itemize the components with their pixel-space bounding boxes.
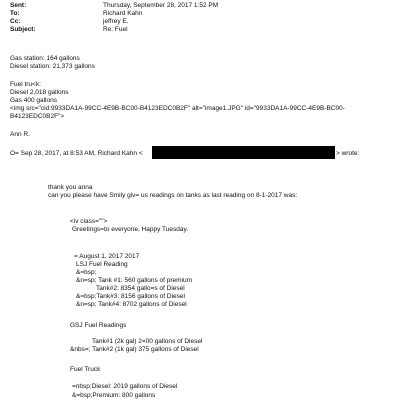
lsj-tank-4: &n=sp; Tank#4: 8702 gallons of Diesel — [76, 301, 187, 308]
cc-label: Cc: — [10, 18, 21, 25]
to-row — [10, 10, 142, 18]
lsj-tank-2: Tank#2: 8354 gallo=s of Diesel — [96, 285, 185, 292]
to-value: Richard Kahn — [103, 10, 143, 17]
lsj-tank-3: &=bsp;Tank#3: 8156 gallons of Diesel — [76, 293, 185, 300]
diesel-station-line: Diesel station: 21,373 gallons — [10, 63, 95, 70]
subject-label: Subject: — [10, 26, 36, 33]
quoted-thank-you: thank you anna — [48, 184, 93, 191]
quoted-div-tag: <iv class=""> — [70, 218, 108, 225]
nbsp-line: &=bsp; — [76, 269, 97, 276]
quoted-request: can you please have Smily giv= us readings on tanks as last reading on 8-1-2017 was: — [48, 192, 298, 199]
fuel-truck-diesel: =nbsp;Diesel: 2019 gallons of Diesel — [72, 383, 178, 390]
quoted-greeting: Greetings=to everyone, Happy Tuesday. — [72, 226, 189, 233]
quote-attribution-suffix: > wrote: — [336, 150, 360, 157]
quote-attribution-prefix: O= Sep 28, 2017, at 8:53 AM, Richard Kahn < — [10, 150, 143, 157]
redaction-bar — [152, 146, 335, 159]
gsj-tank-2: &nbs=; Tank#2 (1k gal) 375 gallons of Diesel — [70, 346, 199, 353]
img-tag-line-1: <img src="cid:9933DA1A-99CC-4E9B-BC00-B4123EDC0B2F" alt="image1.JPG" id="9933DA1A-99CC-4E9B-BC00- — [10, 105, 345, 112]
to-label: To: — [10, 10, 20, 17]
subject-value: Re: Fuel — [103, 26, 128, 33]
truck-gas-line: Gas 400 gallons — [10, 97, 57, 104]
subject-row — [10, 26, 128, 34]
sent-value: Thursday, September 28, 2017 1:52 PM — [103, 2, 219, 9]
gsj-heading: GSJ Fuel Readings — [70, 322, 127, 329]
lsj-heading: LSJ Fuel Reading — [76, 261, 128, 268]
fuel-truck-quoted-heading: Fuel Truck — [70, 366, 101, 373]
cc-value: jeffrey E. — [103, 18, 129, 25]
lsj-tank-1: &n=sp; Tank #1: 560 gallons of premium — [76, 277, 193, 284]
fuel-truck-heading: Fuel tru<k: — [10, 81, 41, 88]
cc-row — [10, 18, 129, 26]
gsj-tank-1: Tank#1 (2k gal) 2=00 gallons of Diesel — [92, 338, 203, 345]
truck-diesel-line: Diesel 2,018 gallons — [10, 89, 69, 96]
sent-label: Sent: — [10, 2, 27, 9]
sent-row — [10, 2, 218, 10]
gas-station-line: Gas station: 164 gallons — [10, 55, 80, 62]
quoted-date-line: = August 1, 2017 2017 — [74, 253, 140, 260]
fuel-truck-premium: &=bsp;Premium: 800 gallons — [72, 392, 156, 399]
img-tag-line-2: B4123EDC0B2F"> — [10, 113, 65, 120]
signature: Ann R. — [10, 131, 30, 138]
